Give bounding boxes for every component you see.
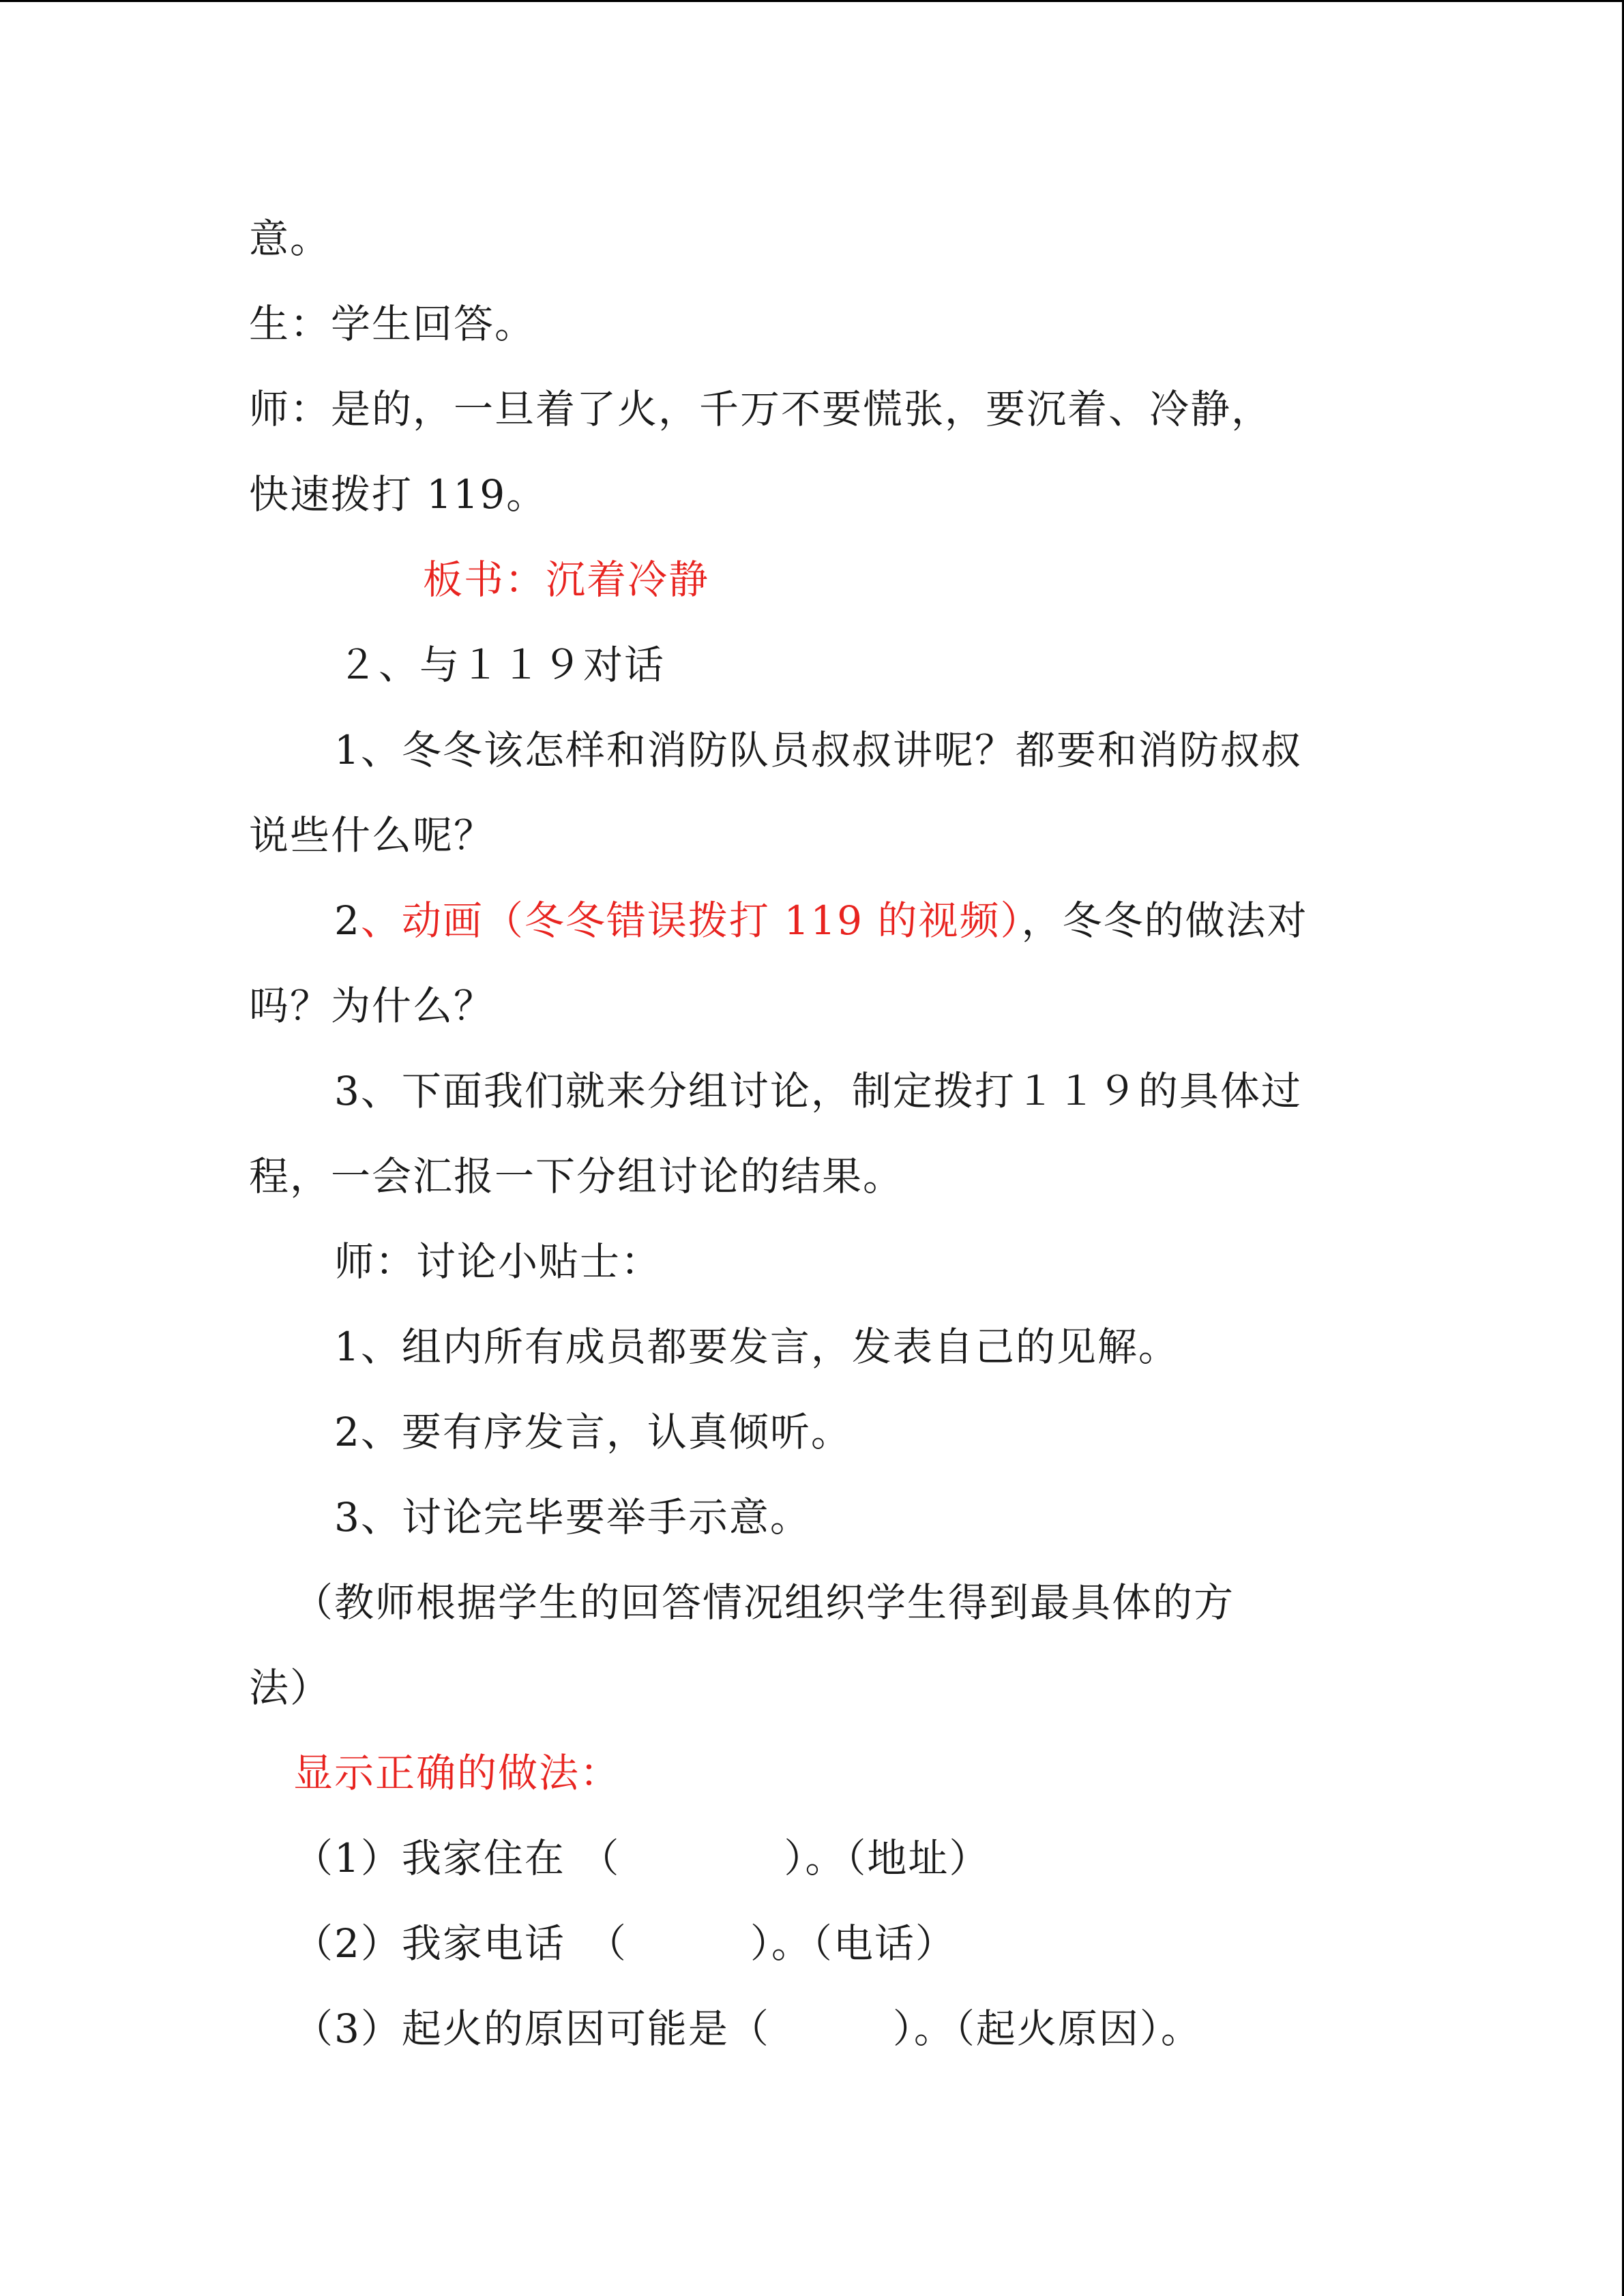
text-line-9-num: 2 xyxy=(334,897,361,944)
text-line-2: 生：学生回答。 xyxy=(249,301,536,347)
text-line-13: 师：讨论小贴士： xyxy=(334,1238,662,1285)
text-line-9 xyxy=(334,893,1308,948)
text-line-1: 意。 xyxy=(249,215,331,262)
animation-note: 、动画（冬冬错误拨打 119 的视频） xyxy=(360,897,1022,944)
text-line-12: 程，一会汇报一下分组讨论的结果。 xyxy=(249,1153,904,1199)
board-note-line: 板书：沉着冷静 xyxy=(423,556,710,603)
text-line-17: （教师根据学生的回答情况组织学生得到最具体的方 xyxy=(293,1579,1235,1626)
text-line-10: 吗？为什么？ xyxy=(249,983,495,1029)
text-line-18: 法） xyxy=(249,1665,331,1711)
text-line-20: （1）我家住在 （ ）。（地址） xyxy=(293,1835,990,1881)
correct-method-heading: 显示正确的做法： xyxy=(293,1750,621,1796)
page-border-top xyxy=(0,0,1624,2)
text-line-7: 1、冬冬该怎样和消防队员叔叔讲呢？都要和消防叔叔 xyxy=(334,727,1302,773)
text-line-4: 快速拨打 119。 xyxy=(249,471,548,518)
text-line-9-rest: ，冬冬的做法对 xyxy=(1021,897,1308,944)
text-line-3: 师：是的，一旦着了火，千万不要慌张，要沉着、冷静， xyxy=(249,386,1273,432)
section-heading: ２、与１１９对话 xyxy=(338,642,666,688)
text-line-22: （3）起火的原因可能是（ ）。（起火原因）。 xyxy=(293,2006,1202,2052)
text-line-14: 1、组内所有成员都要发言，发表自己的见解。 xyxy=(334,1324,1179,1370)
text-line-11: 3、下面我们就来分组讨论，制定拨打１１９的具体过 xyxy=(334,1068,1302,1114)
text-line-16: 3、讨论完毕要举手示意。 xyxy=(334,1494,811,1540)
text-line-8: 说些什么呢？ xyxy=(249,812,495,859)
text-line-21: （2）我家电话 （ ）。（电话） xyxy=(293,1920,956,1967)
text-line-15: 2、要有序发言，认真倾听。 xyxy=(334,1409,852,1455)
